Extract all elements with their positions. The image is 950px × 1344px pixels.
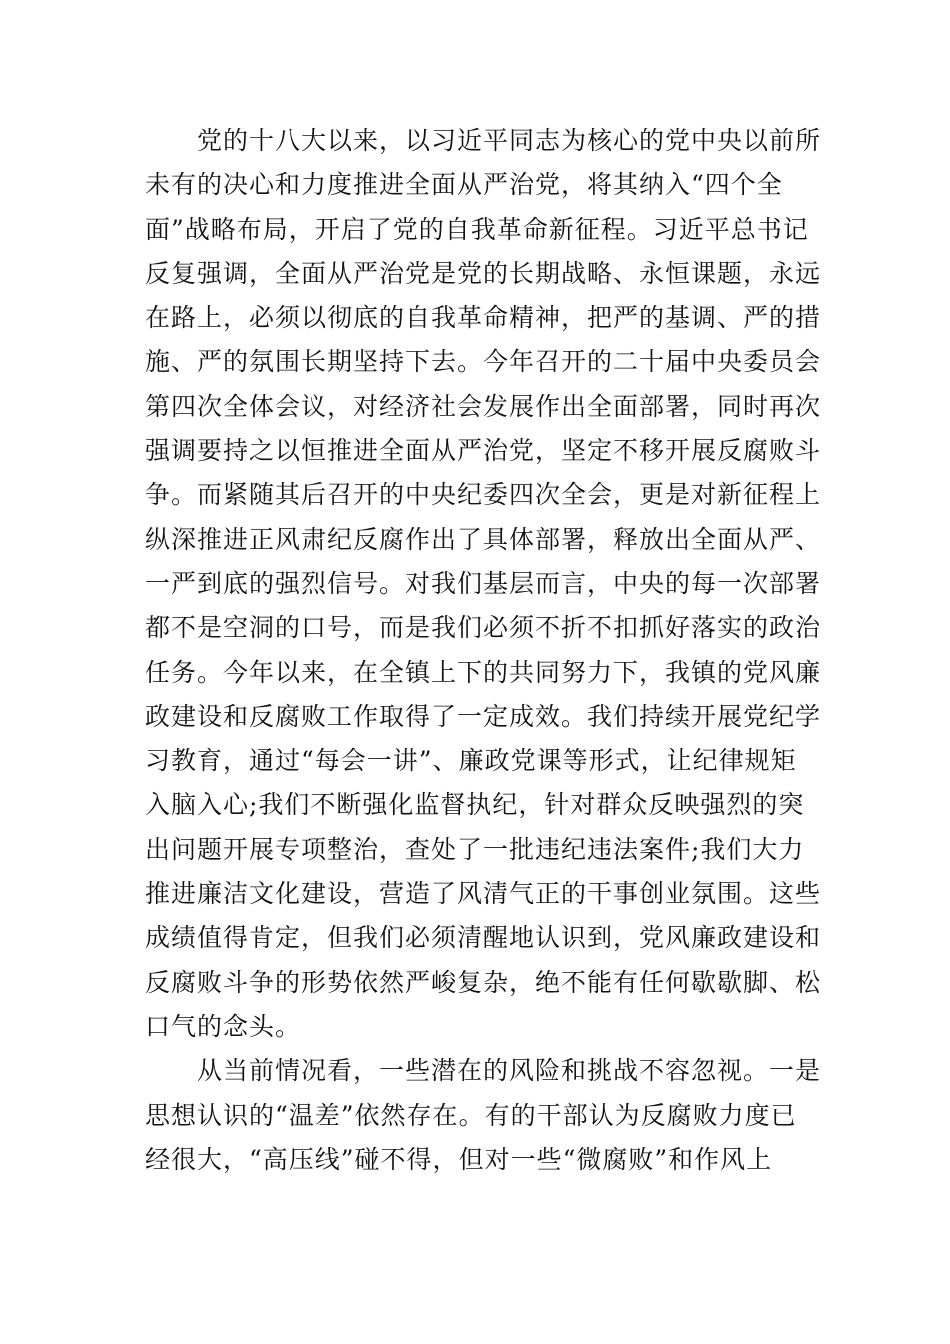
text-line: 纵深推进正风肃纪反腐作出了具体部署，释放出全面从严、 — [145, 524, 822, 554]
text-line: 未有的决心和力度推进全面从严治党，将其纳入“四个全 — [145, 170, 783, 200]
text-line: 反腐败斗争的形势依然严峻复杂，绝不能有任何歇歇脚、松 — [145, 967, 822, 997]
text-line: 习教育，通过“每会一讲”、廉政党课等形式，让纪律规矩 — [145, 746, 797, 776]
text-line: 党的十八大以来，以习近平同志为核心的党中央以前所 — [197, 126, 822, 155]
text-line: 政建设和反腐败工作取得了一定成效。我们持续开展党纪学 — [145, 701, 822, 731]
text-line: 成绩值得肯定，但我们必须清醒地认识到，党风廉政建设和 — [145, 923, 822, 953]
text-line: 争。而紧随其后召开的中央纪委四次全会，更是对新征程上 — [145, 480, 822, 510]
text-line: 推进廉洁文化建设，营造了风清气正的干事创业氛围。这些 — [145, 879, 822, 909]
text-line: 口气的念头。 — [145, 1011, 302, 1041]
text-line: 思想认识的“温差”依然存在。有的干部认为反腐败力度已 — [145, 1100, 797, 1130]
document-body — [145, 119, 822, 1182]
text-line: 入脑入心;我们不断强化监督执纪，针对群众反映强烈的突 — [145, 790, 805, 820]
text-line: 从当前情况看，一些潜在的风险和挑战不容忽视。一是 — [197, 1056, 822, 1086]
text-line: 一严到底的强烈信号。对我们基层而言，中央的每一次部署 — [145, 568, 822, 598]
text-line: 施、严的氛围长期坚持下去。今年召开的二十届中央委员会 — [145, 347, 822, 377]
text-line: 经很大，“高压线”碰不得，但对一些“微腐败”和作风上 — [145, 1144, 773, 1174]
text-line: 都不是空洞的口号，而是我们必须不折不扣抓好落实的政治 — [145, 613, 822, 643]
text-line: 面”战略布局，开启了党的自我革命新征程。习近平总书记 — [145, 214, 809, 244]
text-line: 任务。今年以来，在全镇上下的共同努力下，我镇的党风廉 — [145, 657, 822, 687]
text-line: 出问题开展专项整治，查处了一批违纪违法案件;我们大力 — [145, 834, 805, 864]
text-line: 在路上，必须以彻底的自我革命精神，把严的基调、严的措 — [145, 303, 822, 333]
text-line: 第四次全体会议，对经济社会发展作出全面部署，同时再次 — [145, 391, 822, 421]
text-line: 反复强调，全面从严治党是党的长期战略、永恒课题，永远 — [145, 258, 822, 288]
text-line: 强调要持之以恒推进全面从严治党，坚定不移开展反腐败斗 — [145, 436, 822, 466]
